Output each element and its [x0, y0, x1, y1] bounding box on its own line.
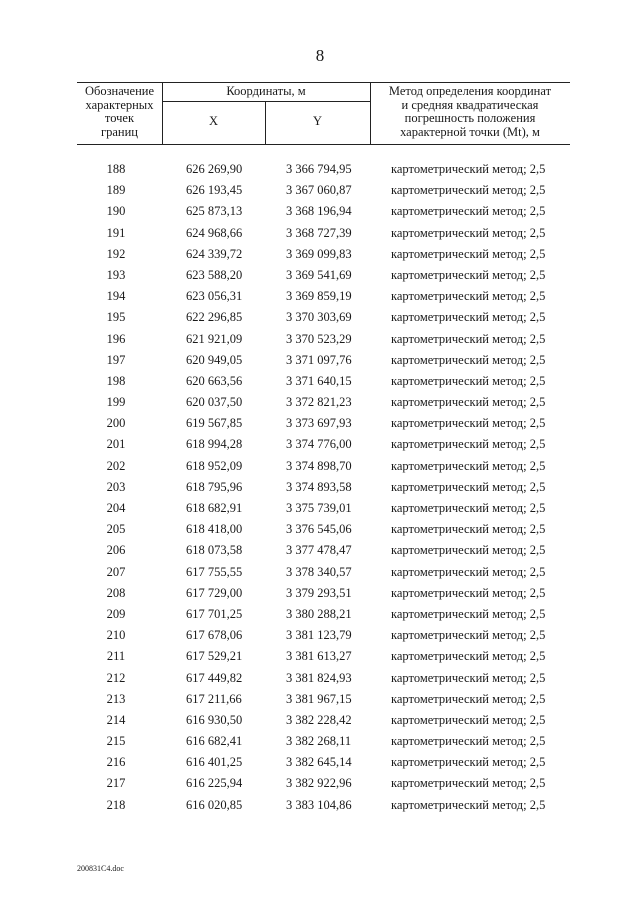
- table-row: [0, 310, 640, 331]
- table-header: [77, 82, 570, 144]
- coord-x: 616 930,50: [186, 712, 243, 727]
- coord-x: 616 020,85: [186, 797, 243, 812]
- coord-x: 626 193,45: [186, 183, 243, 198]
- coord-y: 3 381 613,27: [286, 649, 352, 664]
- table-row: [0, 522, 640, 543]
- coord-x: 617 755,55: [186, 564, 243, 579]
- header-y: Y: [312, 114, 323, 128]
- coord-x: 616 401,25: [186, 755, 243, 770]
- coord-y: 3 369 859,19: [286, 289, 352, 304]
- header-method-line-4: характерной точки (Mt), м: [400, 124, 540, 139]
- table-row: [0, 480, 640, 501]
- point-number: 203: [106, 479, 126, 494]
- header-point-line-2: характерных: [85, 97, 154, 112]
- header-method-line-2: и средняя квадратическая: [401, 97, 539, 112]
- method-text: картометрический метод; 2,5: [391, 585, 546, 600]
- point-number: 217: [106, 776, 126, 791]
- coord-y: 3 382 922,96: [286, 776, 352, 791]
- coord-y: 3 379 293,51: [286, 585, 352, 600]
- method-text: картометрический метод; 2,5: [391, 501, 546, 515]
- coordinates-subrule: [162, 101, 370, 102]
- coord-y: 3 373 697,93: [286, 416, 352, 431]
- coord-y: 3 381 824,93: [286, 670, 352, 685]
- coord-x: 620 663,56: [186, 373, 243, 388]
- table-row: [0, 162, 640, 183]
- method-text: картометрический метод; 2,5: [391, 670, 546, 685]
- point-number: 218: [106, 797, 126, 812]
- point-number: 192: [106, 246, 126, 261]
- coord-y: 3 370 303,69: [286, 310, 352, 325]
- coord-x: 618 682,91: [186, 501, 243, 515]
- table-row: [0, 543, 640, 564]
- method-text: картометрический метод; 2,5: [391, 310, 546, 325]
- method-text: картометрический метод; 2,5: [391, 373, 546, 388]
- point-number: 214: [106, 712, 126, 727]
- coord-x: 617 678,06: [186, 628, 243, 643]
- header-point-line-3: точек: [104, 111, 135, 125]
- table-row: [0, 586, 640, 607]
- method-text: картометрический метод; 2,5: [391, 289, 546, 304]
- method-text: картометрический метод; 2,5: [391, 755, 546, 770]
- method-text: картометрический метод; 2,5: [391, 628, 546, 643]
- table-row: [0, 289, 640, 310]
- point-number: 189: [106, 183, 126, 198]
- coord-x: 618 073,58: [186, 543, 243, 558]
- coord-y: 3 368 196,94: [286, 204, 352, 219]
- coord-y: 3 369 541,69: [286, 267, 352, 282]
- table-row: [0, 332, 640, 353]
- method-text: картометрический метод; 2,5: [391, 267, 546, 282]
- point-number: 191: [106, 225, 126, 240]
- method-text: картометрический метод; 2,5: [391, 225, 546, 240]
- coord-x: 626 269,90: [186, 162, 243, 176]
- point-number: 207: [106, 564, 126, 579]
- method-text: картометрический метод; 2,5: [391, 797, 546, 812]
- point-number: 205: [106, 522, 126, 537]
- table-row: [0, 459, 640, 480]
- point-number: 200: [106, 416, 126, 431]
- header-top-rule: [77, 82, 570, 83]
- coord-y: 3 367 060,87: [286, 183, 352, 198]
- coord-x: 619 567,85: [186, 416, 243, 431]
- table-row: [0, 437, 640, 458]
- header-bottom-rule: [77, 144, 570, 145]
- header-method-line-3: погрешность положения: [404, 111, 536, 125]
- coord-x: 620 037,50: [186, 395, 243, 410]
- table-row: [0, 628, 640, 649]
- table-row: [0, 183, 640, 204]
- coord-y: 3 382 228,42: [286, 712, 352, 727]
- table-row: [0, 798, 640, 819]
- coord-y: 3 374 898,70: [286, 458, 352, 473]
- table-row: [0, 565, 640, 586]
- method-text: картометрический метод; 2,5: [391, 416, 546, 431]
- method-text: картометрический метод; 2,5: [391, 479, 546, 494]
- method-text: картометрический метод; 2,5: [391, 691, 546, 706]
- header-x: X: [208, 114, 219, 128]
- point-number: 201: [106, 437, 126, 452]
- point-number: 212: [106, 670, 126, 685]
- coord-y: 3 369 099,83: [286, 246, 352, 261]
- coord-x: 617 729,00: [186, 585, 243, 600]
- method-text: картометрический метод; 2,5: [391, 522, 546, 537]
- coord-y: 3 382 645,14: [286, 755, 352, 770]
- method-text: картометрический метод; 2,5: [391, 437, 546, 452]
- point-number: 197: [106, 352, 126, 367]
- coord-x: 618 994,28: [186, 437, 243, 452]
- coord-x: 621 921,09: [186, 331, 243, 346]
- point-number: 209: [106, 606, 126, 621]
- method-text: картометрический метод; 2,5: [391, 649, 546, 664]
- header-method: [370, 85, 570, 139]
- coord-y: 3 372 821,23: [286, 395, 352, 410]
- point-number: 204: [106, 501, 126, 515]
- table-row: [0, 374, 640, 395]
- coord-x: 623 588,20: [186, 267, 243, 282]
- header-point-line-4: границ: [101, 124, 138, 139]
- coord-y: 3 377 478,47: [286, 543, 352, 558]
- coord-x: 617 529,21: [186, 649, 243, 664]
- coord-x: 622 296,85: [186, 310, 243, 325]
- coord-y: 3 366 794,95: [286, 162, 352, 176]
- coord-y: 3 381 967,15: [286, 691, 352, 706]
- point-number: 188: [106, 162, 126, 176]
- coord-y: 3 375 739,01: [286, 501, 352, 515]
- table-row: [0, 776, 640, 797]
- table-row: [0, 755, 640, 776]
- method-text: картометрический метод; 2,5: [391, 183, 546, 198]
- coord-y: 3 378 340,57: [286, 564, 352, 579]
- method-text: картометрический метод; 2,5: [391, 564, 546, 579]
- point-number: 208: [106, 585, 126, 600]
- coord-x: 625 873,13: [186, 204, 243, 219]
- table-row: [0, 416, 640, 437]
- coord-x: 618 795,96: [186, 479, 243, 494]
- coord-x: 620 949,05: [186, 352, 243, 367]
- table-row: [0, 649, 640, 670]
- header-point-designation: [77, 85, 162, 139]
- table-row: [0, 692, 640, 713]
- table-row: [0, 226, 640, 247]
- coord-y: 3 380 288,21: [286, 606, 352, 621]
- coord-y: 3 376 545,06: [286, 522, 352, 537]
- point-number: 202: [106, 458, 126, 473]
- table-row: [0, 607, 640, 628]
- header-method-line-1: Метод определения координат: [388, 84, 552, 98]
- table-row: [0, 501, 640, 522]
- header-point-line-1: Обозначение: [84, 84, 155, 98]
- point-number: 213: [106, 691, 126, 706]
- point-number: 198: [106, 373, 126, 388]
- method-text: картометрический метод; 2,5: [391, 395, 546, 410]
- point-number: 190: [106, 204, 126, 219]
- header-coordinates: Координаты, м: [226, 84, 306, 98]
- method-text: картометрический метод; 2,5: [391, 246, 546, 261]
- coord-x: 616 225,94: [186, 776, 243, 791]
- coord-y: 3 383 104,86: [286, 797, 352, 812]
- table-row: [0, 671, 640, 692]
- method-text: картометрический метод; 2,5: [391, 543, 546, 558]
- table-row: [0, 395, 640, 416]
- coord-y: 3 382 268,11: [286, 734, 352, 749]
- point-number: 196: [106, 331, 126, 346]
- method-text: картометрический метод; 2,5: [391, 331, 546, 346]
- coord-y: 3 381 123,79: [286, 628, 352, 643]
- coord-x: 624 339,72: [186, 246, 243, 261]
- coord-y: 3 374 893,58: [286, 479, 352, 494]
- method-text: картометрический метод; 2,5: [391, 458, 546, 473]
- coord-x: 617 701,25: [186, 606, 243, 621]
- point-number: 215: [106, 734, 126, 749]
- point-number: 194: [106, 289, 126, 304]
- table-row: [0, 247, 640, 268]
- table-row: [0, 268, 640, 289]
- table-body: [0, 162, 640, 819]
- point-number: 216: [106, 755, 126, 770]
- method-text: картометрический метод; 2,5: [391, 734, 546, 749]
- coord-x: 617 449,82: [186, 670, 243, 685]
- point-number: 206: [106, 543, 126, 558]
- point-number: 210: [106, 628, 126, 643]
- point-number: 199: [106, 395, 126, 410]
- point-number: 193: [106, 267, 126, 282]
- coord-x: 617 211,66: [186, 691, 242, 706]
- method-text: картометрический метод; 2,5: [391, 712, 546, 727]
- coord-y: 3 371 640,15: [286, 373, 352, 388]
- table-row: [0, 204, 640, 225]
- method-text: картометрический метод; 2,5: [391, 352, 546, 367]
- point-number: 195: [106, 310, 126, 325]
- method-text: картометрический метод; 2,5: [391, 162, 546, 176]
- coord-y: 3 370 523,29: [286, 331, 352, 346]
- footer-filename: 200831C4.doc: [77, 864, 124, 873]
- point-number: 211: [106, 649, 126, 664]
- coord-x: 623 056,31: [186, 289, 243, 304]
- page-number: 8: [315, 46, 325, 65]
- coord-x: 618 952,09: [186, 458, 243, 473]
- coord-x: 618 418,00: [186, 522, 243, 537]
- table-row: [0, 713, 640, 734]
- table-row: [0, 353, 640, 374]
- coord-x: 616 682,41: [186, 734, 243, 749]
- table-row: [0, 734, 640, 755]
- coord-x: 624 968,66: [186, 225, 243, 240]
- method-text: картометрический метод; 2,5: [391, 204, 546, 219]
- coord-y: 3 374 776,00: [286, 437, 352, 452]
- coord-y: 3 371 097,76: [286, 352, 352, 367]
- coord-y: 3 368 727,39: [286, 225, 352, 240]
- method-text: картометрический метод; 2,5: [391, 776, 546, 791]
- method-text: картометрический метод; 2,5: [391, 606, 546, 621]
